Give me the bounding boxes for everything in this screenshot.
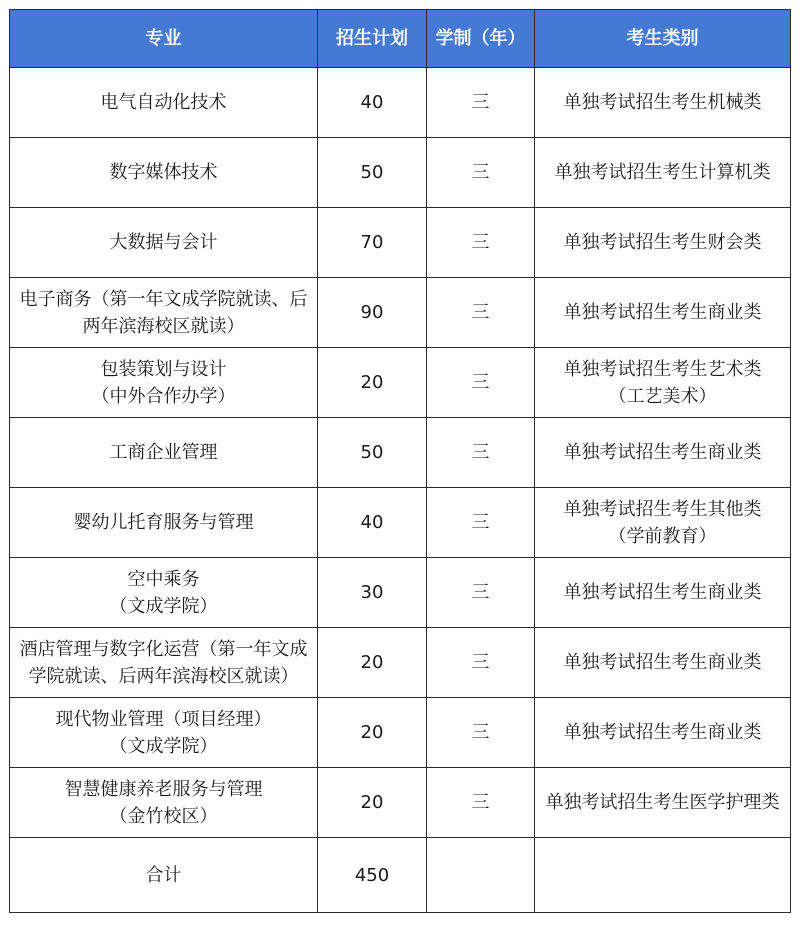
- major-cell-line: 数字媒体技术: [109, 162, 218, 183]
- years-cell: 三: [427, 558, 535, 628]
- table-row: [10, 698, 791, 768]
- major-cell-line: 现代物业管理（项目经理）: [55, 708, 272, 730]
- category-cell: [535, 488, 791, 558]
- category-cell: [535, 558, 791, 628]
- plan-cell: 20: [318, 768, 427, 838]
- major-cell-line: 电子商务（第一年文成学院就读、后: [19, 288, 308, 310]
- category-cell: [535, 68, 791, 138]
- total-label: 合计: [10, 838, 318, 913]
- category-cell: [535, 768, 791, 838]
- category-cell-line: 单独考试招生考生医学护理类: [545, 792, 780, 813]
- table-row: [10, 488, 791, 558]
- table-row: [10, 68, 791, 138]
- category-cell-line: 单独考试招生考生机械类: [563, 92, 762, 113]
- category-cell-line: 单独考试招生考生财会类: [563, 232, 762, 253]
- plan-cell: 40: [318, 68, 427, 138]
- major-cell: [10, 418, 318, 488]
- total-category: [535, 838, 791, 913]
- table-row: [10, 278, 791, 348]
- plan-cell: 40: [318, 488, 427, 558]
- major-cell: [10, 628, 318, 698]
- table-row: [10, 138, 791, 208]
- major-cell-line: （文成学院）: [109, 595, 218, 617]
- major-cell-line: （金竹校区）: [109, 805, 218, 827]
- category-cell-line: 单独考试招生考生艺术类: [563, 358, 762, 380]
- major-cell-line: 婴幼儿托育服务与管理: [73, 512, 254, 533]
- years-cell: 三: [427, 628, 535, 698]
- major-cell-line: 两年滨海校区就读）: [82, 315, 245, 337]
- header-plan: 招生计划: [318, 10, 427, 68]
- plan-cell: 70: [318, 208, 427, 278]
- major-cell: [10, 68, 318, 138]
- category-cell-line: （学前教育）: [608, 525, 717, 547]
- major-cell-line: 学院就读、后两年滨海校区就读）: [28, 665, 299, 687]
- category-cell-line: 单独考试招生考生商业类: [563, 652, 762, 673]
- table-row: [10, 768, 791, 838]
- enrollment-plan-table: [9, 9, 791, 913]
- major-cell: [10, 278, 318, 348]
- plan-cell: 30: [318, 558, 427, 628]
- category-cell-line: （工艺美术）: [608, 385, 717, 407]
- major-cell: [10, 768, 318, 838]
- years-cell: 三: [427, 278, 535, 348]
- years-cell: 三: [427, 698, 535, 768]
- major-cell: [10, 558, 318, 628]
- major-cell-line: 工商企业管理: [109, 442, 218, 463]
- years-cell: 三: [427, 348, 535, 418]
- plan-cell: 20: [318, 628, 427, 698]
- header-major: 专业: [10, 10, 318, 68]
- table-body: [10, 68, 791, 913]
- category-cell: [535, 278, 791, 348]
- category-cell: [535, 348, 791, 418]
- category-cell: [535, 418, 791, 488]
- years-cell: 三: [427, 768, 535, 838]
- major-cell-line: 空中乘务: [127, 568, 200, 590]
- major-cell: [10, 348, 318, 418]
- category-cell: [535, 138, 791, 208]
- major-cell-line: （文成学院）: [109, 735, 218, 757]
- table-row: [10, 208, 791, 278]
- category-cell-line: 单独考试招生考生其他类: [563, 498, 762, 520]
- header-category: 考生类别: [535, 10, 791, 68]
- category-cell-line: 单独考试招生考生商业类: [563, 582, 762, 603]
- major-cell: [10, 208, 318, 278]
- total-row: [10, 838, 791, 913]
- header-row: [10, 10, 791, 68]
- years-cell: 三: [427, 208, 535, 278]
- plan-cell: 90: [318, 278, 427, 348]
- major-cell-line: 电气自动化技术: [100, 92, 227, 113]
- plan-cell: 20: [318, 348, 427, 418]
- category-cell: [535, 208, 791, 278]
- table-row: [10, 348, 791, 418]
- table-row: [10, 418, 791, 488]
- major-cell-line: （中外合作办学）: [91, 385, 236, 407]
- category-cell-line: 单独考试招生考生商业类: [563, 722, 762, 743]
- major-cell: [10, 488, 318, 558]
- category-cell-line: 单独考试招生考生商业类: [563, 442, 762, 463]
- plan-cell: 50: [318, 138, 427, 208]
- years-cell: 三: [427, 68, 535, 138]
- category-cell-line: 单独考试招生考生计算机类: [554, 162, 771, 183]
- plan-cell: 20: [318, 698, 427, 768]
- years-cell: 三: [427, 138, 535, 208]
- major-cell-line: 智慧健康养老服务与管理: [64, 778, 263, 800]
- table-row: [10, 558, 791, 628]
- major-cell: [10, 138, 318, 208]
- category-cell: [535, 698, 791, 768]
- major-cell-line: 酒店管理与数字化运营（第一年文成: [19, 638, 308, 660]
- total-plan: 450: [318, 838, 427, 913]
- table-row: [10, 628, 791, 698]
- category-cell-line: 单独考试招生考生商业类: [563, 302, 762, 323]
- total-years: [427, 838, 535, 913]
- years-cell: 三: [427, 488, 535, 558]
- plan-cell: 50: [318, 418, 427, 488]
- major-cell-line: 包装策划与设计: [100, 358, 227, 380]
- major-cell-line: 大数据与会计: [109, 232, 218, 253]
- major-cell: [10, 698, 318, 768]
- header-years: 学制（年）: [427, 10, 535, 68]
- category-cell: [535, 628, 791, 698]
- years-cell: 三: [427, 418, 535, 488]
